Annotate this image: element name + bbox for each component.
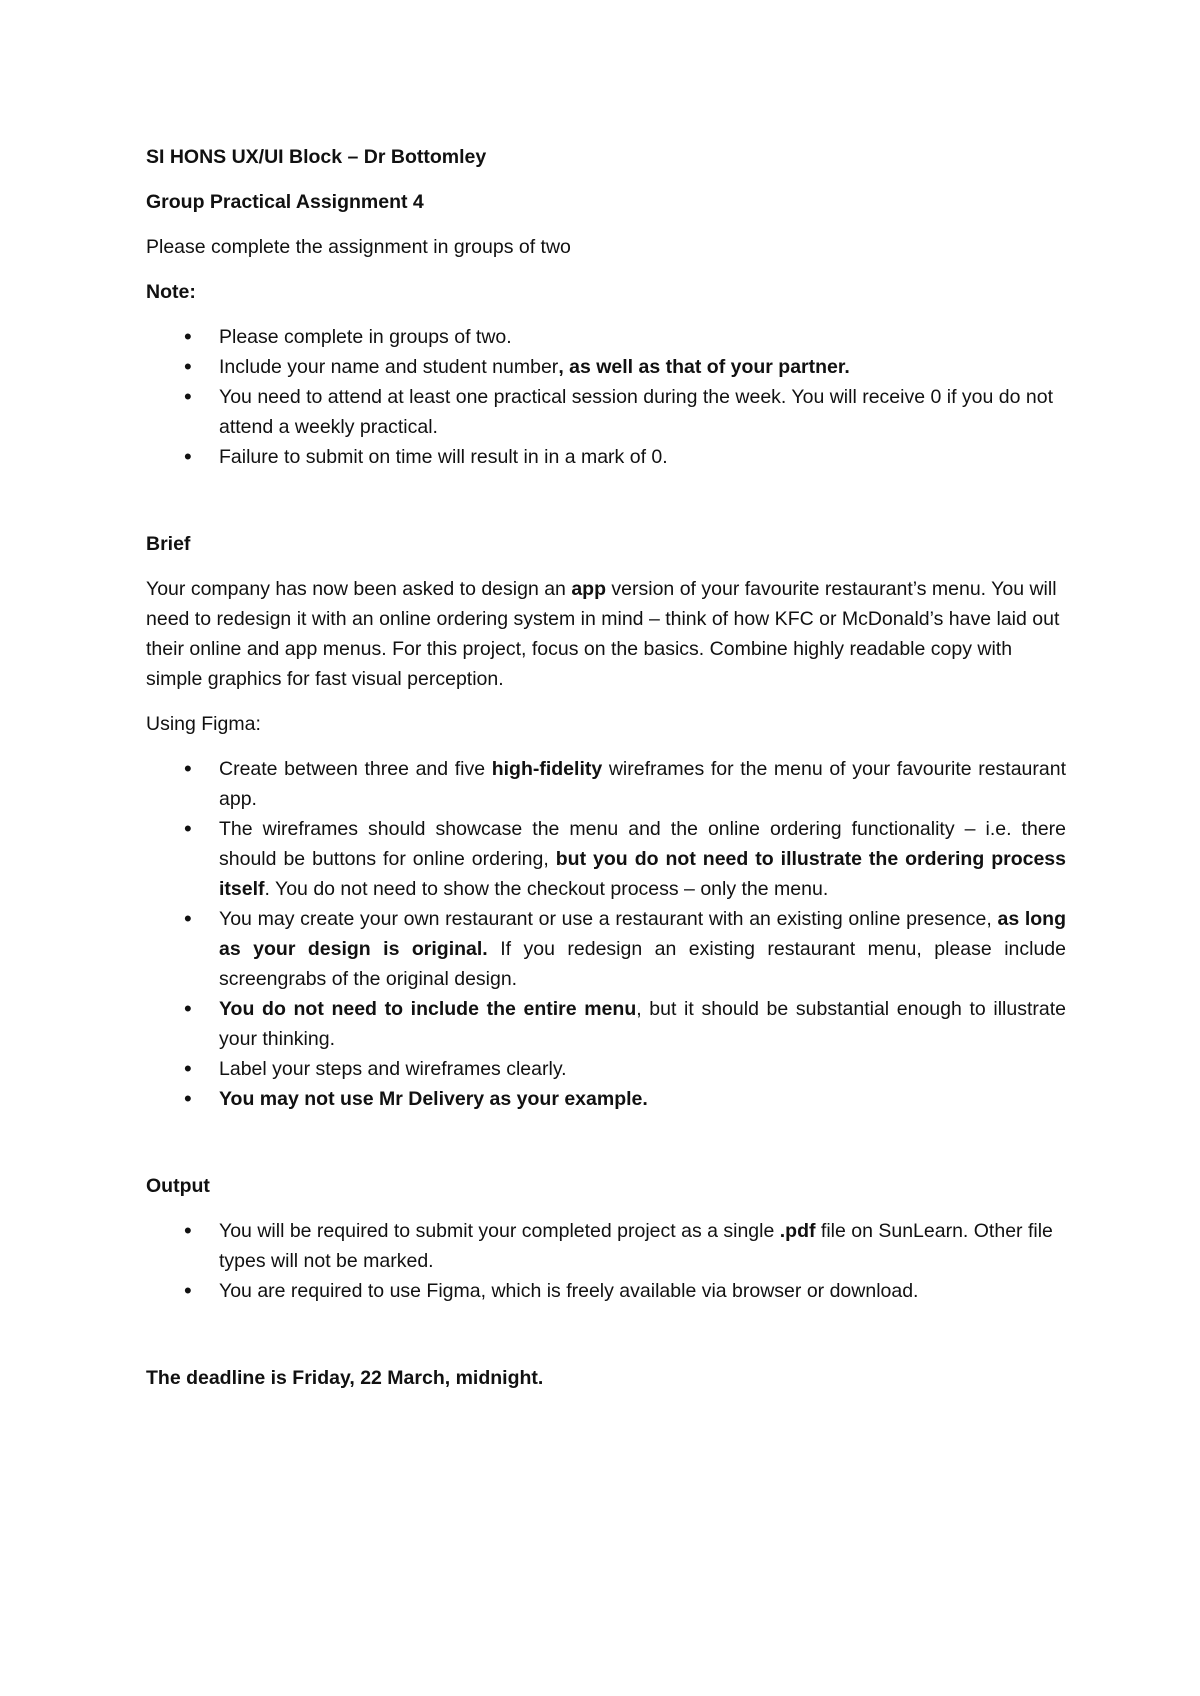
list-item: • You are required to use Figma, which is freely available via browser or download. [146,1276,1066,1306]
list-item: • Create between three and five high-fidelity wireframes for the menu of your favourite restaurant app. [146,754,1066,814]
bold-text: .pdf [779,1220,816,1242]
intro-text: Please complete the assignment in groups of two [146,236,571,258]
bold-text: , as well as that of your partner. [558,356,850,378]
document-page [146,142,1066,1393]
list-item: • Label your steps and wireframes clearly. [146,1054,1066,1084]
bold-text: You may not use Mr Delivery as your example. [219,1088,648,1110]
list-item: • The wireframes should showcase the menu and the online ordering functionality – i.e. there should be buttons for online ordering, but you do not need to illustrate the ordering process itself. You do not need to show the checkout process – only the menu. [146,814,1066,904]
notes-list [146,322,1066,472]
bold-text: high-fidelity [491,758,603,780]
list-item: • You need to attend at least one practical session during the week. You will receive 0 if you do not attend a weekly practical. [146,382,1066,442]
brief-paragraph: Your company has now been asked to design an app version of your favourite restaurant’s menu. You will need to redesign it with an online ordering system in mind – think of how KFC or McDonald’s have laid out their online and app menus. For this project, focus on the basics. Combine highly readable copy with simple graphics for fast visual perception. [146,578,1060,690]
list-item: • Include your name and student number, as well as that of your partner. [146,352,1066,382]
document-title: SI HONS UX/UI Block – Dr Bottomley [146,146,487,168]
bold-text: You do not need to include the entire menu [219,998,637,1020]
list-item [146,1084,1066,1114]
using-figma-label: Using Figma: [146,713,261,735]
bold-text: as long as your design is original. [219,908,1067,960]
list-item: • You will be required to submit your completed project as a single .pdf file on SunLearn. Other file types will not be marked. [146,1216,1066,1276]
document-subtitle: Group Practical Assignment 4 [146,191,424,213]
brief-list [146,754,1066,1114]
bold-text: but you do not need to illustrate the ordering process itself [219,848,1066,900]
note-label: Note: [146,281,196,303]
output-list [146,1216,1066,1306]
list-item: • You may create your own restaurant or use a restaurant with an existing online presence, as long as your design is original. If you redesign an existing restaurant menu, please include screengrabs of the original design. [146,904,1066,994]
brief-heading: Brief [146,533,191,555]
list-item: • Please complete in groups of two. [146,322,1066,352]
output-heading: Output [146,1175,210,1197]
deadline-text: The deadline is Friday, 22 March, midnight. [146,1367,544,1389]
list-item: • Failure to submit on time will result in in a mark of 0. [146,442,1066,472]
bold-text: app [571,578,606,600]
list-item: • You do not need to include the entire menu, but it should be substantial enough to illustrate your thinking. [146,994,1066,1054]
